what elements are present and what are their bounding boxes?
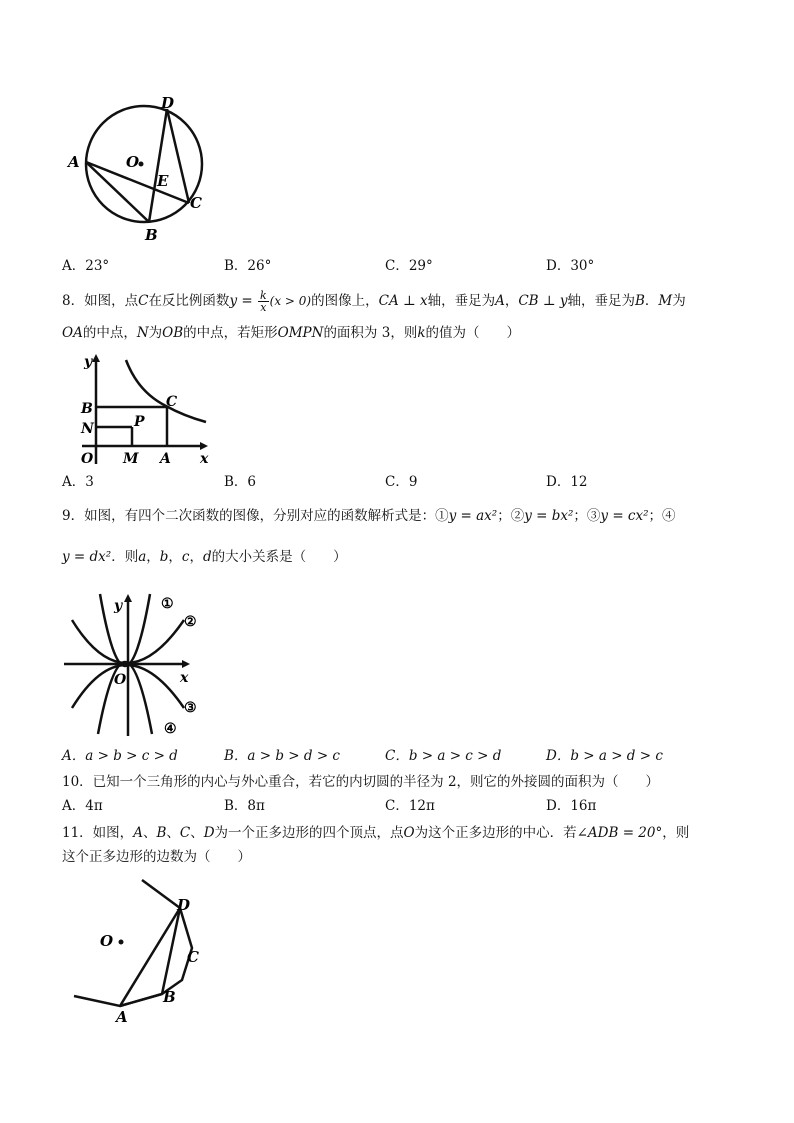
q8-x-arrow bbox=[200, 442, 208, 450]
q7-option-d: D．30° bbox=[546, 258, 595, 274]
q9-label-y: y bbox=[114, 598, 123, 614]
q11-line-1: 11．如图，A、B、C、D为一个正多边形的四个顶点，点O为这个正多边形的中心．若∠ADB = 20°，则 bbox=[62, 825, 690, 841]
q11-label-b: B bbox=[163, 988, 176, 1006]
q8-label-p: P bbox=[134, 414, 145, 430]
q8-label-c: C bbox=[166, 394, 178, 410]
q10-question: 10．已知一个三角形的内心与外心重合，若它的内切圆的半径为 2，则它的外接圆的面积为（ ） bbox=[62, 774, 660, 790]
q8-label-m: M bbox=[123, 451, 139, 467]
q7-chord-db bbox=[149, 109, 167, 222]
q9-option-c: C．b > a > c > d bbox=[385, 748, 502, 764]
q9-curve-label-2: ② bbox=[184, 614, 197, 630]
q11-line-2: 这个正多边形的边数为（ ） bbox=[62, 849, 251, 865]
q10-option-a: A．4π bbox=[62, 798, 103, 814]
q9-x-arrow bbox=[182, 660, 190, 668]
q7-label-o: O bbox=[126, 153, 140, 171]
q8-label-b: B bbox=[81, 401, 93, 417]
q11-label-d: D bbox=[177, 896, 191, 914]
q10-option-d: D．16π bbox=[546, 798, 597, 814]
q8-label-x: x bbox=[200, 451, 209, 467]
q7-option-b: B．26° bbox=[224, 258, 272, 274]
q8-y-arrow bbox=[92, 354, 100, 362]
q11-polygon-figure bbox=[70, 876, 220, 1024]
q8-option-d: D．12 bbox=[546, 474, 588, 490]
q8-label-a: A bbox=[160, 451, 171, 467]
q7-circle bbox=[86, 106, 202, 222]
q9-label-o: O bbox=[114, 672, 127, 688]
q11-label-c: C bbox=[187, 948, 199, 966]
q9-parabolas-figure bbox=[62, 590, 212, 740]
q9-y-arrow bbox=[124, 594, 132, 602]
q7-label-a: A bbox=[68, 153, 80, 171]
q7-label-e: E bbox=[157, 172, 169, 190]
q9-label-x: x bbox=[180, 670, 189, 686]
q8-option-a: A．3 bbox=[62, 474, 94, 490]
q8-line-2: OA的中点，N为OB的中点，若矩形OMPN的面积为 3，则k的值为（ ） bbox=[62, 325, 521, 341]
q7-option-a: A．23° bbox=[62, 258, 110, 274]
q8-option-c: C．9 bbox=[385, 474, 418, 490]
q10-option-b: B．8π bbox=[224, 798, 265, 814]
q9-option-d: D．b > a > d > c bbox=[546, 748, 663, 764]
q9-parabola-1 bbox=[100, 594, 150, 666]
q7-label-d: D bbox=[161, 94, 175, 112]
q7-chord-ab bbox=[86, 162, 149, 222]
q7-option-c: C．29° bbox=[385, 258, 433, 274]
q10-option-c: C．12π bbox=[385, 798, 435, 814]
q9-curve-label-4: ④ bbox=[164, 721, 177, 737]
q7-label-b: B bbox=[145, 226, 158, 244]
q8-fraction: $\frac{k}{x}$ bbox=[259, 289, 267, 314]
q8-graph-figure bbox=[76, 352, 216, 467]
q9-curve-label-3: ③ bbox=[184, 700, 197, 716]
q9-curve-label-1: ① bbox=[161, 596, 174, 612]
q7-circle-figure bbox=[66, 94, 216, 244]
q11-label-a: A bbox=[116, 1008, 128, 1024]
q9-line-2: y = dx²．则a，b，c，d的大小关系是（ ） bbox=[62, 549, 347, 565]
q9-option-a: A．a > b > c > d bbox=[62, 748, 178, 764]
q11-center-dot bbox=[119, 940, 124, 945]
q9-option-b: B．a > b > d > c bbox=[224, 748, 340, 764]
q8-label-n: N bbox=[81, 421, 94, 437]
q8-option-b: B．6 bbox=[224, 474, 257, 490]
q8-label-o: O bbox=[81, 451, 94, 467]
q7-center-dot bbox=[139, 162, 144, 167]
q7-label-c: C bbox=[190, 194, 202, 212]
q11-label-o: O bbox=[100, 932, 114, 950]
q8-label-y: y bbox=[84, 354, 93, 370]
q8-line-1: 8．如图，点C在反比例函数y = $\frac{k}{x}$ (x > 0)的图像上，CA ⊥ x轴，垂足为A，CB ⊥ y轴，垂足为B．M为 bbox=[62, 289, 686, 314]
q9-line-1: 9．如图，有四个二次函数的图像，分别对应的函数解析式是：①y = ax²；②y = bx²；③y = cx²；④ bbox=[62, 508, 676, 524]
